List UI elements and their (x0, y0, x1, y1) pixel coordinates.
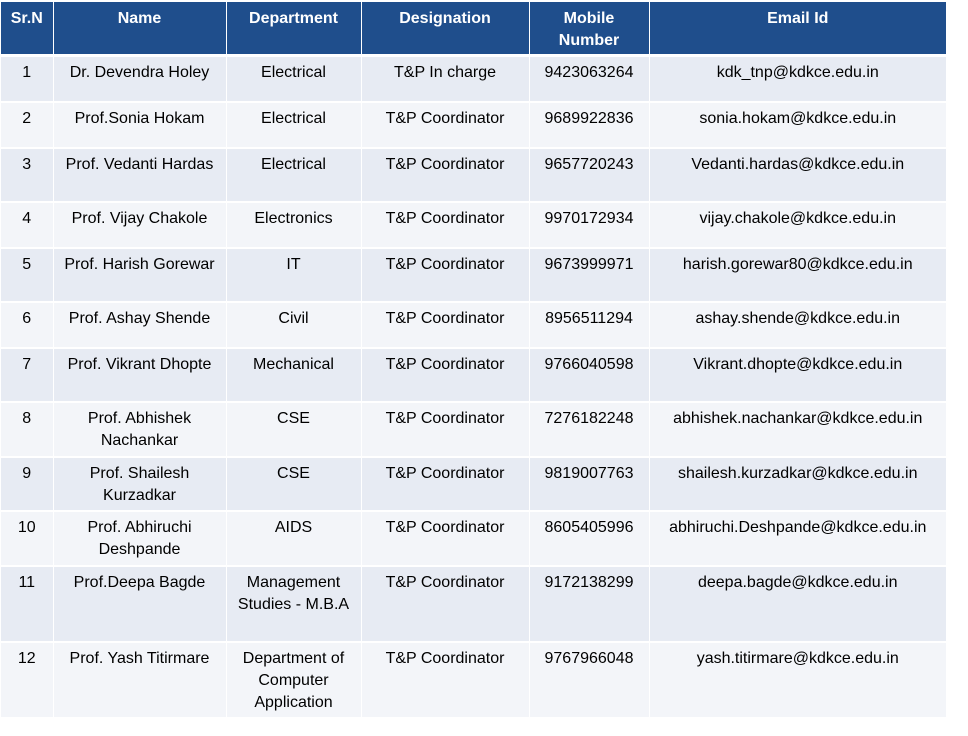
header-row (1, 2, 946, 56)
header-designation: Designation (361, 2, 529, 56)
cell-designation: T&P Coordinator (361, 642, 529, 718)
cell-designation: T&P Coordinator (361, 248, 529, 302)
cell-email: abhishek.nachankar@kdkce.edu.in (649, 402, 946, 457)
cell-email: harish.gorewar80@kdkce.edu.in (649, 248, 946, 302)
cell-designation: T&P Coordinator (361, 202, 529, 248)
cell-mobile: 9673999971 (529, 248, 649, 302)
cell-designation: T&P Coordinator (361, 302, 529, 348)
cell-department: Civil (226, 302, 361, 348)
cell-name: Prof. Abhiruchi Deshpande (53, 511, 226, 566)
cell-mobile: 8605405996 (529, 511, 649, 566)
cell-sr: 12 (1, 642, 53, 718)
cell-sr: 11 (1, 566, 53, 642)
cell-name: Prof. Vedanti Hardas (53, 148, 226, 202)
cell-designation: T&P Coordinator (361, 457, 529, 511)
header-department: Department (226, 2, 361, 56)
cell-mobile: 9766040598 (529, 348, 649, 402)
cell-mobile: 9423063264 (529, 56, 649, 102)
cell-sr: 9 (1, 457, 53, 511)
cell-name: Prof. Harish Gorewar (53, 248, 226, 302)
cell-designation: T&P Coordinator (361, 402, 529, 457)
cell-department: Electrical (226, 102, 361, 148)
cell-name: Prof. Vikrant Dhopte (53, 348, 226, 402)
cell-department: Electrical (226, 148, 361, 202)
table-body (1, 56, 946, 718)
cell-name: Prof. Abhishek Nachankar (53, 402, 226, 457)
cell-department: Electrical (226, 56, 361, 102)
cell-name: Prof. Vijay Chakole (53, 202, 226, 248)
header-email: Email Id (649, 2, 946, 56)
cell-name: Dr. Devendra Holey (53, 56, 226, 102)
cell-email: yash.titirmare@kdkce.edu.in (649, 642, 946, 718)
cell-email: Vedanti.hardas@kdkce.edu.in (649, 148, 946, 202)
cell-designation: T&P Coordinator (361, 148, 529, 202)
header-sr: Sr.N (1, 2, 53, 56)
table-row (1, 102, 946, 148)
cell-email: Vikrant.dhopte@kdkce.edu.in (649, 348, 946, 402)
cell-mobile: 9172138299 (529, 566, 649, 642)
cell-department: AIDS (226, 511, 361, 566)
table-row (1, 202, 946, 248)
cell-mobile: 7276182248 (529, 402, 649, 457)
cell-sr: 8 (1, 402, 53, 457)
table-header (1, 2, 946, 56)
table-row (1, 348, 946, 402)
cell-name: Prof. Ashay Shende (53, 302, 226, 348)
table-row (1, 642, 946, 718)
cell-name: Prof.Sonia Hokam (53, 102, 226, 148)
cell-designation: T&P Coordinator (361, 348, 529, 402)
cell-department: IT (226, 248, 361, 302)
cell-name: Prof. Shailesh Kurzadkar (53, 457, 226, 511)
cell-designation: T&P In charge (361, 56, 529, 102)
cell-mobile: 8956511294 (529, 302, 649, 348)
cell-email: vijay.chakole@kdkce.edu.in (649, 202, 946, 248)
table-row (1, 402, 946, 457)
cell-name: Prof. Yash Titirmare (53, 642, 226, 718)
cell-email: kdk_tnp@kdkce.edu.in (649, 56, 946, 102)
cell-email: shailesh.kurzadkar@kdkce.edu.in (649, 457, 946, 511)
cell-department: Management Studies - M.B.A (226, 566, 361, 642)
cell-mobile: 9657720243 (529, 148, 649, 202)
cell-department: CSE (226, 457, 361, 511)
cell-designation: T&P Coordinator (361, 566, 529, 642)
cell-sr: 4 (1, 202, 53, 248)
table-row (1, 511, 946, 566)
contacts-table (1, 2, 946, 719)
cell-sr: 5 (1, 248, 53, 302)
cell-name: Prof.Deepa Bagde (53, 566, 226, 642)
cell-email: deepa.bagde@kdkce.edu.in (649, 566, 946, 642)
table-row (1, 56, 946, 102)
cell-email: abhiruchi.Deshpande@kdkce.edu.in (649, 511, 946, 566)
table-row (1, 248, 946, 302)
table-row (1, 302, 946, 348)
cell-mobile: 9970172934 (529, 202, 649, 248)
cell-sr: 3 (1, 148, 53, 202)
cell-sr: 6 (1, 302, 53, 348)
cell-sr: 7 (1, 348, 53, 402)
cell-sr: 2 (1, 102, 53, 148)
cell-department: Mechanical (226, 348, 361, 402)
table-row (1, 566, 946, 642)
cell-designation: T&P Coordinator (361, 511, 529, 566)
cell-sr: 1 (1, 56, 53, 102)
cell-mobile: 9767966048 (529, 642, 649, 718)
cell-designation: T&P Coordinator (361, 102, 529, 148)
table-row (1, 457, 946, 511)
header-name: Name (53, 2, 226, 56)
table-row (1, 148, 946, 202)
cell-sr: 10 (1, 511, 53, 566)
cell-department: Electronics (226, 202, 361, 248)
cell-mobile: 9819007763 (529, 457, 649, 511)
cell-department: Department of Computer Application (226, 642, 361, 718)
header-mobile: Mobile Number (529, 2, 649, 56)
cell-email: ashay.shende@kdkce.edu.in (649, 302, 946, 348)
cell-department: CSE (226, 402, 361, 457)
cell-mobile: 9689922836 (529, 102, 649, 148)
cell-email: sonia.hokam@kdkce.edu.in (649, 102, 946, 148)
